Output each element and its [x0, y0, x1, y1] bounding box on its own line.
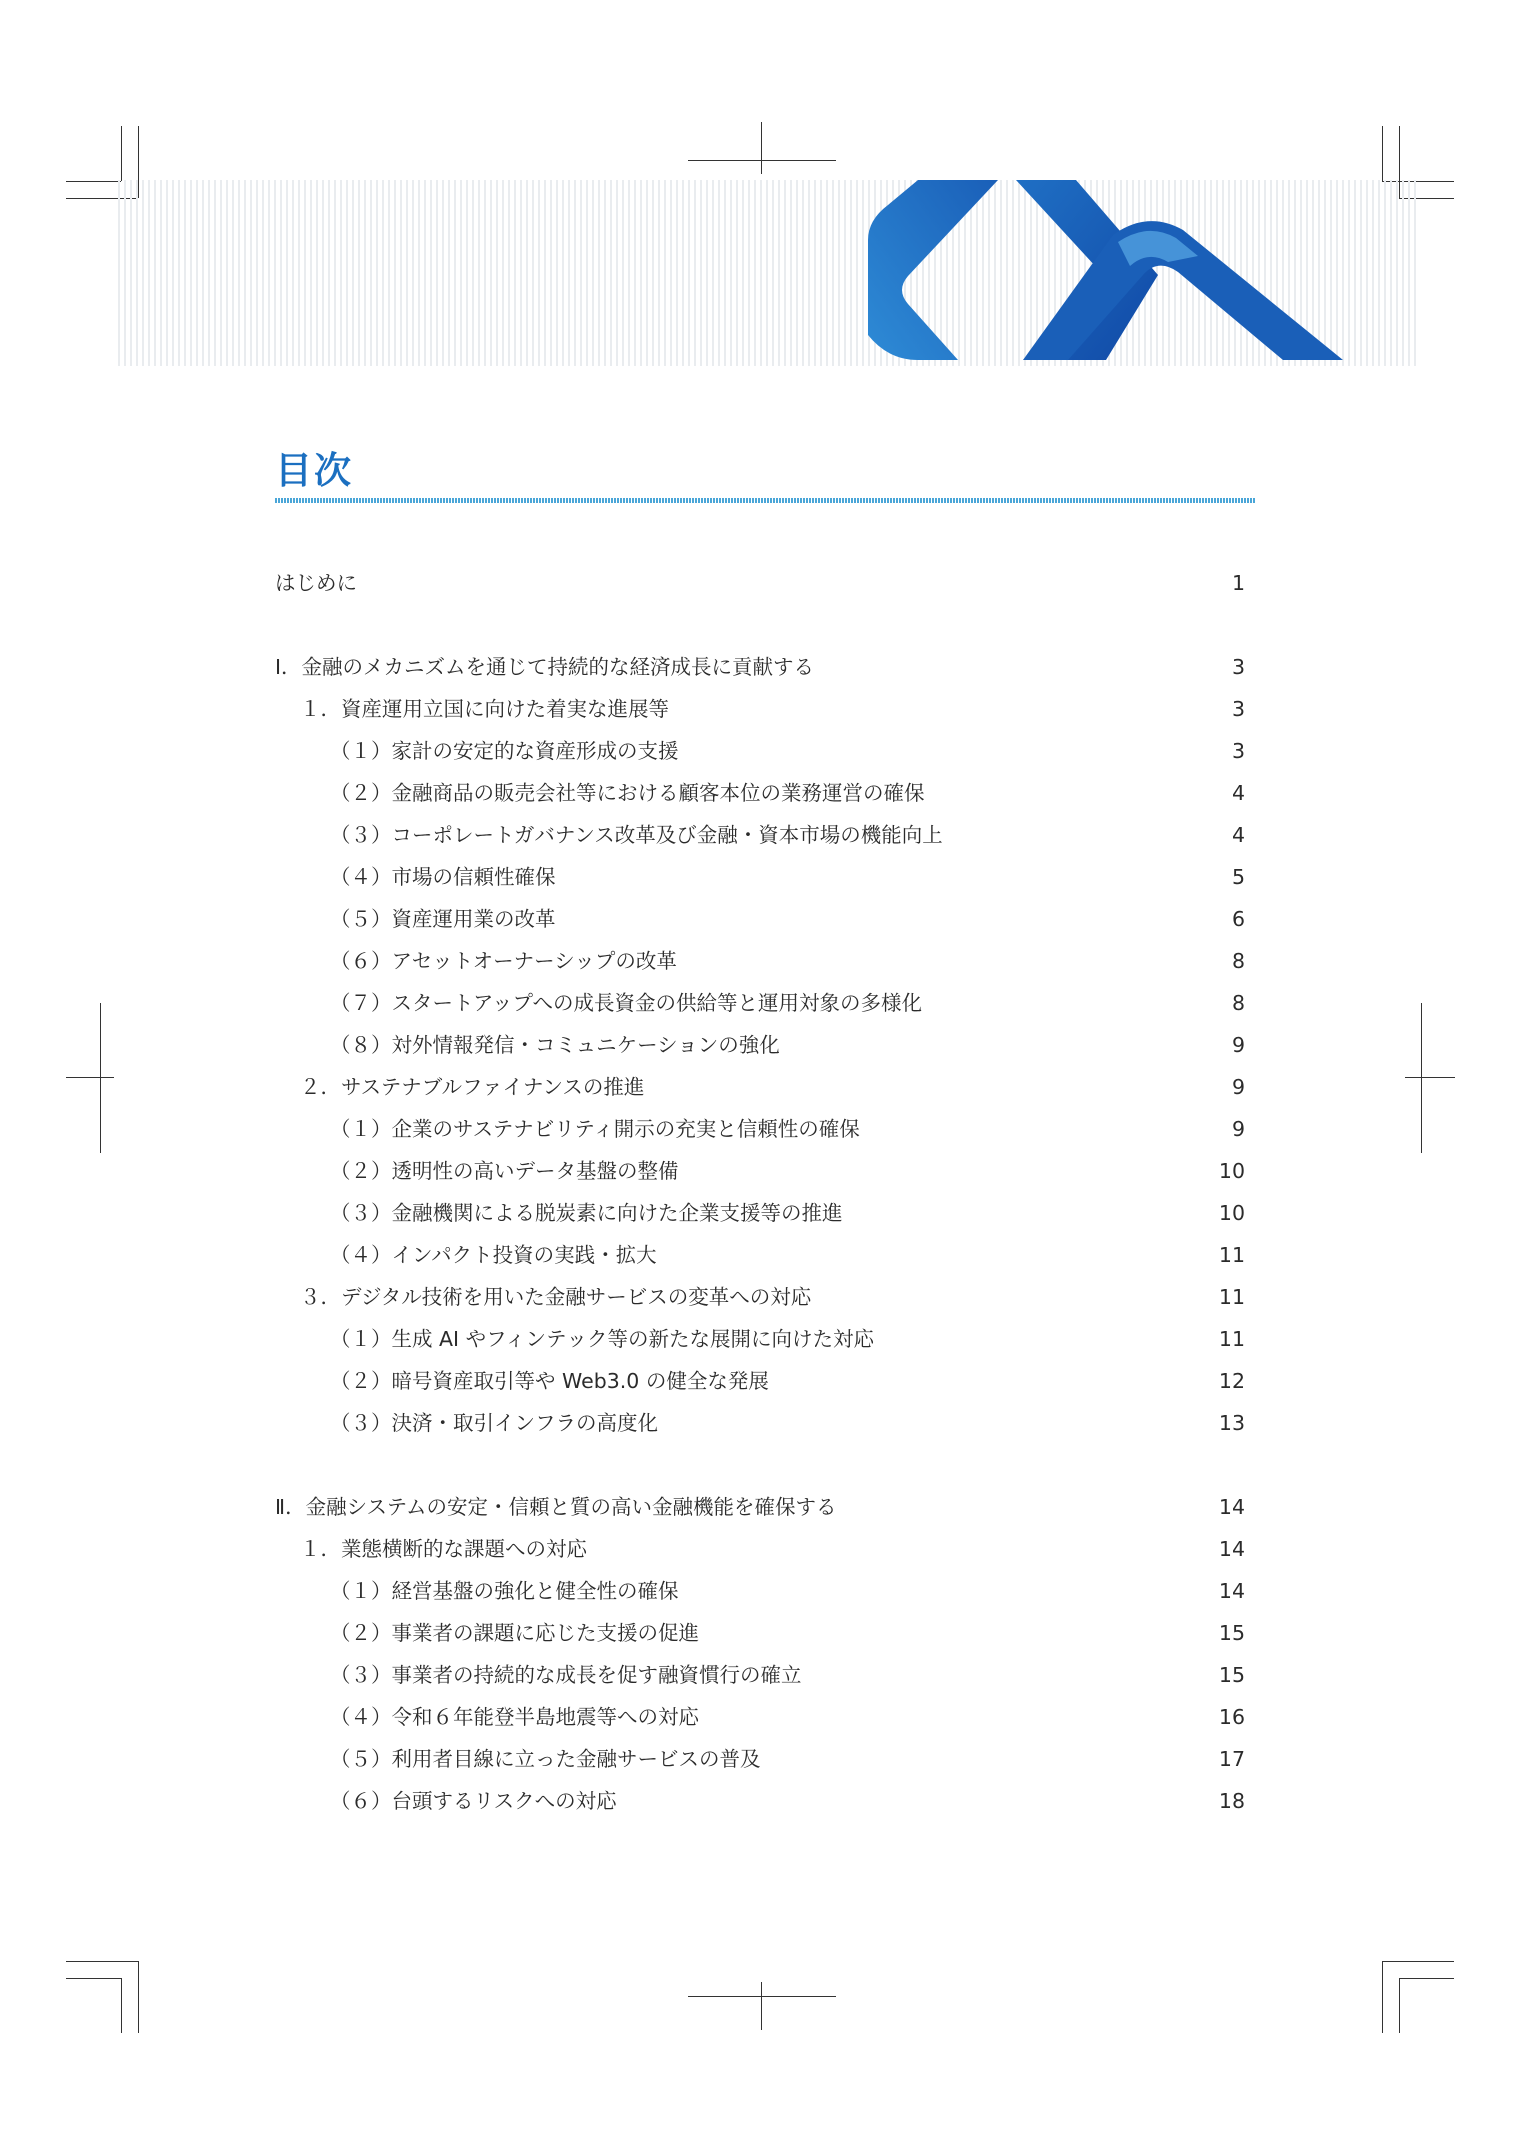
- toc-entry-page: 5: [1231, 865, 1245, 889]
- toc-entry[interactable]: [275, 1066, 1245, 1108]
- toc-entry[interactable]: [275, 562, 1245, 604]
- crop-mark: [66, 1978, 121, 1979]
- toc-entry-label: （３）事業者の持続的な成長を促す融資慣行の確立: [330, 1663, 802, 1687]
- toc-entry[interactable]: [275, 1570, 1245, 1612]
- toc-entry-label: （２）透明性の高いデータ基盤の整備: [330, 1159, 679, 1183]
- toc-entry-page: 12: [1218, 1369, 1245, 1393]
- toc-entry[interactable]: [275, 1486, 1245, 1528]
- crop-mark: [121, 126, 122, 181]
- crop-mark: [761, 1982, 762, 2030]
- toc-entry-page: 9: [1231, 1075, 1245, 1099]
- toc-entry-label: （４）インパクト投資の実践・拡大: [330, 1243, 657, 1267]
- toc-entry-label: （１）生成 AI やフィンテック等の新たな展開に向けた対応: [330, 1327, 874, 1351]
- toc-entry-page: 6: [1231, 907, 1245, 931]
- crop-mark: [1382, 126, 1383, 181]
- toc-entry-page: 11: [1218, 1285, 1245, 1309]
- crop-mark: [1421, 1003, 1422, 1153]
- toc-entry-page: 8: [1231, 949, 1245, 973]
- toc-entry[interactable]: [275, 1192, 1245, 1234]
- toc-entry-page: 15: [1218, 1663, 1245, 1687]
- toc-entry-label: （４）市場の信頼性確保: [330, 865, 556, 889]
- toc-entry[interactable]: [275, 940, 1245, 982]
- toc-entry-label: （２）事業者の課題に応じた支援の促進: [330, 1621, 699, 1645]
- toc-entry-label: （４）令和６年能登半島地震等への対応: [330, 1705, 699, 1729]
- crop-mark: [1405, 1077, 1455, 1078]
- toc-entry[interactable]: [275, 688, 1245, 730]
- toc-entry[interactable]: [275, 1780, 1245, 1822]
- toc-entry[interactable]: [275, 1360, 1245, 1402]
- toc-entry-page: 8: [1231, 991, 1245, 1015]
- header-banner: [118, 180, 1418, 366]
- toc-entry[interactable]: [275, 1402, 1245, 1444]
- crop-mark: [1382, 1961, 1383, 2033]
- toc-entry-page: 4: [1231, 823, 1245, 847]
- toc-entry-label: （３）決済・取引インフラの高度化: [330, 1411, 658, 1435]
- toc-entry-page: 17: [1218, 1747, 1245, 1771]
- toc-entry[interactable]: [275, 1234, 1245, 1276]
- toc-entry-label: （３）金融機関による脱炭素に向けた企業支援等の推進: [330, 1201, 843, 1225]
- toc-entry-label: はじめに: [275, 571, 357, 595]
- toc-entry[interactable]: [275, 730, 1245, 772]
- toc-entry-label: ３．デジタル技術を用いた金融サービスの変革への対応: [300, 1285, 812, 1309]
- title-divider: [275, 498, 1256, 503]
- crop-mark: [138, 1961, 139, 2033]
- toc-entry-label: ２．サステナブルファイナンスの推進: [300, 1075, 645, 1099]
- toc-entry-page: 18: [1218, 1789, 1245, 1813]
- toc-entry-page: 3: [1231, 655, 1245, 679]
- crop-mark: [66, 181, 121, 182]
- toc-entry[interactable]: [275, 1276, 1245, 1318]
- toc-entry[interactable]: [275, 898, 1245, 940]
- toc-entry-page: 14: [1218, 1495, 1245, 1519]
- toc-entry-label: （５）資産運用業の改革: [330, 907, 556, 931]
- toc-entry-page: 1: [1231, 571, 1245, 595]
- toc-entry-page: 3: [1231, 697, 1245, 721]
- toc-entry-page: 14: [1218, 1537, 1245, 1561]
- toc-entry-page: 9: [1231, 1033, 1245, 1057]
- toc-entry-page: 9: [1231, 1117, 1245, 1141]
- toc-entry[interactable]: [275, 1528, 1245, 1570]
- crop-mark: [66, 1077, 114, 1078]
- toc-entry-page: 11: [1218, 1327, 1245, 1351]
- crop-mark: [688, 1996, 836, 1997]
- table-of-contents: [275, 562, 1245, 1822]
- toc-entry[interactable]: [275, 1318, 1245, 1360]
- toc-entry-page: 11: [1218, 1243, 1245, 1267]
- crop-mark: [100, 1003, 101, 1153]
- crop-mark: [121, 1978, 122, 2033]
- toc-entry[interactable]: [275, 772, 1245, 814]
- page-title: 目次: [275, 449, 353, 492]
- toc-entry-label: （３）コーポレートガバナンス改革及び金融・資本市場の機能向上: [330, 823, 943, 847]
- toc-entry-label: Ⅰ．金融のメカニズムを通じて持続的な経済成長に貢献する: [275, 655, 815, 679]
- toc-spacer: [275, 1444, 1245, 1486]
- toc-entry-page: 3: [1231, 739, 1245, 763]
- toc-entry-label: １．業態横断的な課題への対応: [300, 1537, 587, 1561]
- toc-entry[interactable]: [275, 1024, 1245, 1066]
- toc-entry[interactable]: [275, 1108, 1245, 1150]
- toc-entry-label: （７）スタートアップへの成長資金の供給等と運用対象の多様化: [330, 991, 923, 1015]
- toc-entry[interactable]: [275, 982, 1245, 1024]
- toc-entry-label: Ⅱ．金融システムの安定・信頼と質の高い金融機能を確保する: [275, 1495, 837, 1519]
- toc-entry-label: （６）アセットオーナーシップの改革: [330, 949, 677, 973]
- toc-entry-page: 10: [1218, 1201, 1245, 1225]
- toc-entry[interactable]: [275, 856, 1245, 898]
- toc-entry-label: １．資産運用立国に向けた着実な進展等: [300, 697, 669, 721]
- toc-entry[interactable]: [275, 1612, 1245, 1654]
- toc-entry[interactable]: [275, 1150, 1245, 1192]
- toc-entry-page: 16: [1218, 1705, 1245, 1729]
- toc-entry-label: （２）暗号資産取引等や Web3.0 の健全な発展: [330, 1369, 769, 1393]
- crop-mark: [66, 1961, 138, 1962]
- crop-mark: [1382, 1961, 1454, 1962]
- toc-entry[interactable]: [275, 1696, 1245, 1738]
- toc-entry-label: （５）利用者目線に立った金融サービスの普及: [330, 1747, 761, 1771]
- crop-mark: [1399, 1978, 1454, 1979]
- toc-spacer: [275, 604, 1245, 646]
- toc-entry-page: 14: [1218, 1579, 1245, 1603]
- toc-entry-page: 15: [1218, 1621, 1245, 1645]
- toc-entry-label: （１）企業のサステナビリティ開示の充実と信頼性の確保: [330, 1117, 860, 1141]
- toc-entry-page: 10: [1218, 1159, 1245, 1183]
- crop-mark: [688, 160, 836, 161]
- toc-entry-page: 13: [1218, 1411, 1245, 1435]
- toc-entry[interactable]: [275, 1654, 1245, 1696]
- toc-entry-label: （２）金融商品の販売会社等における顧客本位の業務運営の確保: [330, 781, 925, 805]
- toc-entry-label: （８）対外情報発信・コミュニケーションの強化: [330, 1033, 780, 1057]
- toc-entry[interactable]: [275, 646, 1245, 688]
- toc-entry[interactable]: [275, 814, 1245, 856]
- toc-entry-page: 4: [1231, 781, 1245, 805]
- toc-entry-label: （１）家計の安定的な資産形成の支援: [330, 739, 679, 763]
- crop-mark: [1399, 1978, 1400, 2033]
- toc-entry-label: （１）経営基盤の強化と健全性の確保: [330, 1579, 679, 1603]
- toc-entry[interactable]: [275, 1738, 1245, 1780]
- crop-mark: [761, 122, 762, 174]
- toc-entry-label: （６）台頭するリスクへの対応: [330, 1789, 617, 1813]
